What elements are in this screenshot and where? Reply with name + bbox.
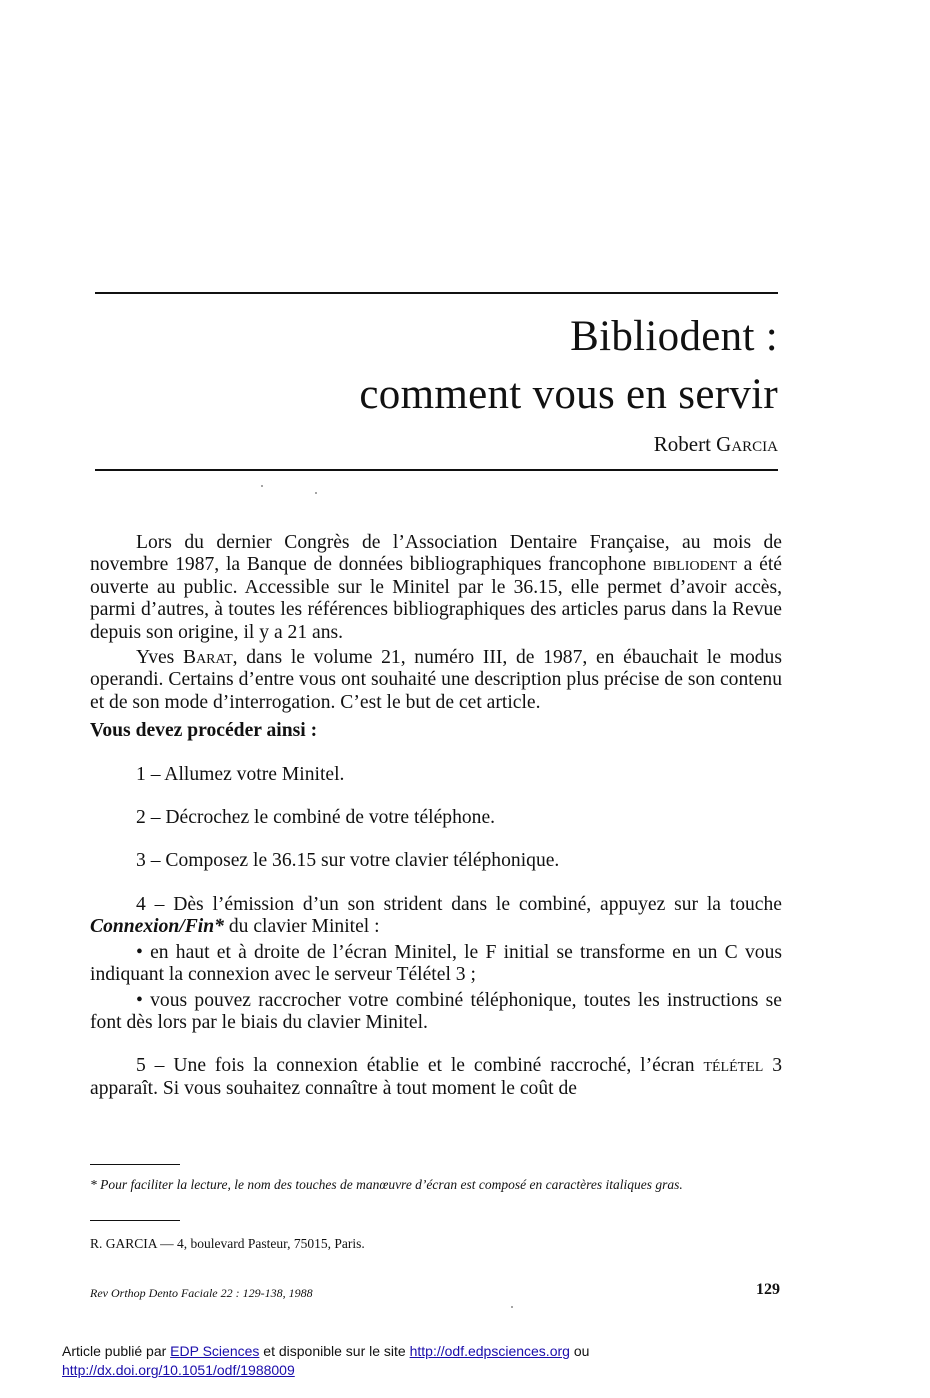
article-title-line1: Bibliodent : bbox=[570, 313, 778, 360]
scan-speck bbox=[511, 1306, 513, 1308]
step-2: 2 – Décrochez le combiné de votre téléphone. bbox=[136, 807, 496, 829]
odf-site-link[interactable]: http://odf.edpsciences.org bbox=[409, 1343, 570, 1359]
step-3: 3 – Composez le 36.15 sur votre clavier téléphonique. bbox=[136, 850, 560, 872]
bullet-hang-up: • vous pouvez raccrocher votre combiné téléphonique, toutes les instructions se font dès lors par le biais du clavier Minitel. bbox=[90, 989, 782, 1033]
article-body bbox=[90, 532, 782, 1100]
step-4: 4 – Dès l’émission d’un son strident dans le combiné, appuyez sur la touche Connexion/Fin* du clavier Minitel : bbox=[90, 893, 782, 938]
doi-link[interactable]: http://dx.doi.org/10.1051/odf/1988009 bbox=[62, 1362, 295, 1378]
paragraph-barat: Yves Barat, dans le volume 21, numéro III, de 1987, en ébauchait le modus operandi. Certains d’entre vous ont souhaité une description plus précise de son contenu et de son mode d’interrogation. C’est le but de cet article. bbox=[90, 647, 782, 713]
page-number: 129 bbox=[756, 1281, 780, 1298]
journal-reference: Rev Orthop Dento Faciale 22 : 129-138, 1988 bbox=[90, 1286, 313, 1300]
step-5: 5 – Une fois la connexion établie et le combiné raccroché, l’écran télétel 3 apparaît. Si vous souhaitez connaître à tout moment le coût de bbox=[90, 1055, 783, 1099]
footnote: * Pour faciliter la lecture, le nom des touches de manœuvre d’écran est composé en caractères italiques gras. bbox=[90, 1177, 683, 1192]
author-name: Robert Garcia bbox=[653, 432, 778, 456]
step-1: 1 – Allumez votre Minitel. bbox=[136, 763, 345, 785]
footnote-rule bbox=[90, 1164, 180, 1165]
top-rule bbox=[95, 292, 778, 294]
bottom-rule bbox=[95, 469, 778, 471]
scan-speck bbox=[315, 492, 317, 494]
scan-speck bbox=[261, 485, 263, 487]
bullet-connection: • en haut et à droite de l’écran Minitel, le F initial se transforme en un C vous indiquant la connexion avec le serveur Télétel 3 ; bbox=[90, 941, 782, 986]
address-rule bbox=[90, 1220, 180, 1221]
article-title-line2: comment vous en servir bbox=[359, 371, 778, 418]
paragraph-intro: Lors du dernier Congrès de l’Association Dentaire Française, au mois de novembre 1987, la Banque de données bibliographiques francophone bibliodent a été ouverte au public. Accessible sur le Minitel par le 36.15, elle permet d’avoir accès, parmi d’autres, à toutes les références bibliographiques des articles parus dans la Revue depuis son origine, il y a 21 ans. bbox=[90, 532, 782, 643]
author-address: R. GARCIA — 4, boulevard Pasteur, 75015, Paris. bbox=[90, 1236, 365, 1251]
publication-notice: Article publié par EDP Sciences et disponible sur le site http://odf.edpsciences.org ou http://dx.doi.org/10.1051/odf/1988009 bbox=[62, 1343, 590, 1378]
procedure-heading: Vous devez procéder ainsi : bbox=[90, 720, 318, 742]
edp-sciences-link[interactable]: EDP Sciences bbox=[170, 1343, 260, 1359]
